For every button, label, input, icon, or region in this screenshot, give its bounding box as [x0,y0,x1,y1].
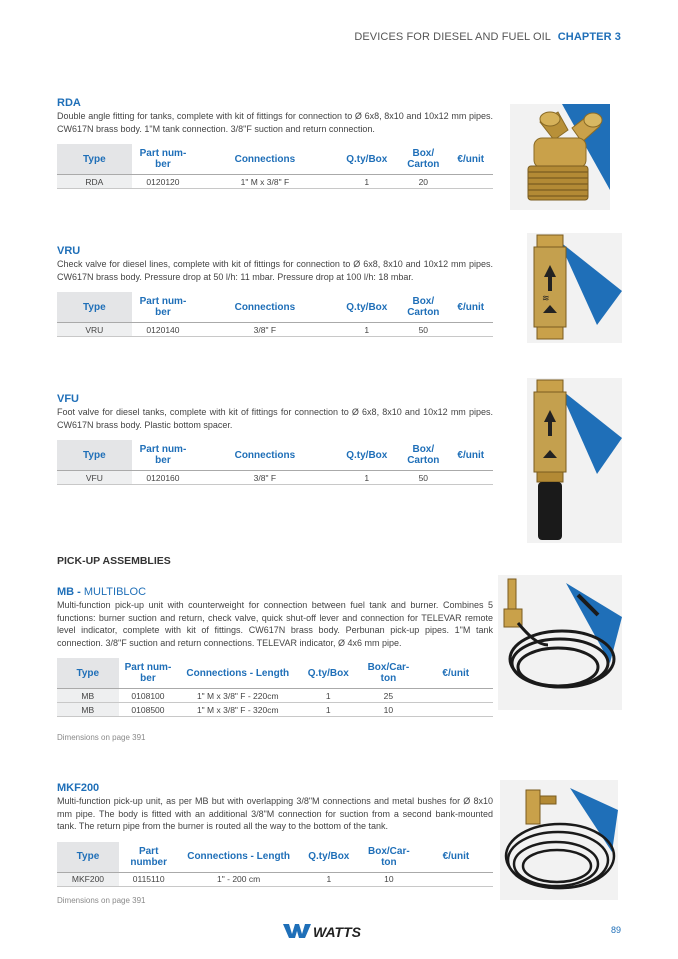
col-box-carton: Box/Car-ton [358,658,418,689]
col-box-carton: Box/ Carton [398,440,448,471]
table-row [57,175,493,189]
mkf200-dimensions-note: Dimensions on page 391 [57,896,146,905]
table-row [57,323,493,337]
blue-triangle [559,388,622,474]
cell-part: 0115110 [119,872,178,886]
rda-table [57,144,493,189]
cell-eur [419,689,494,703]
watts-mark-icon [283,924,311,938]
mb-product-image [498,575,622,710]
product-vfu [57,393,493,485]
col-type: Type [57,658,119,689]
cell-type: MB [57,689,119,703]
col-connections: Connections [194,292,335,323]
mb-title-code: MB - [57,586,81,598]
mb-dimensions-note: Dimensions on page 391 [57,733,146,742]
mkf200-product-image [500,780,618,900]
cell-qty: 1 [298,689,358,703]
col-part-number: Part num-ber [119,658,178,689]
col-qty-box: Q.ty/Box [336,440,399,471]
mb-title [57,586,493,598]
col-type: Type [57,292,132,323]
col-part-number: Part num-ber [132,292,195,323]
col-connections: Connections [194,440,335,471]
cell-qty: 1 [336,323,399,337]
cell-qty: 1 [336,175,399,189]
cell-qty: 1 [299,872,359,886]
blue-triangle [570,788,618,852]
mkf200-description: Multi-function pick-up unit, as per MB but with overlapping 3/8"M connections and metal bushes for Ø 8x10 mm pipe. The body is fitted with an additional 3/8"M connection for suction from a second bank-mounted tank. The return pipe from the burner is routed all the way to the bottom of the tank. [57,796,493,831]
col-qty-box: Q.ty/Box [299,842,359,873]
cell-eur [449,175,493,189]
col-part-number: Part num-ber [132,440,195,471]
col-eur-unit: €/unit [449,440,493,471]
header-section: DEVICES FOR DIESEL AND FUEL OIL [354,31,551,43]
mb-table [57,658,493,717]
cell-box: 20 [398,175,448,189]
col-eur-unit: €/unit [419,658,494,689]
rda-description: Double angle fitting for tanks, complete with kit of fittings for connection to Ø 6x8, 8x10 and 10x12 mm pipes. CW617N brass body. 1"M tank connection. 3/8"F suction and return connection. [57,111,493,134]
mkf200-title: MKF200 [57,782,100,794]
col-qty-box: Q.ty/Box [336,144,399,175]
col-eur-unit: €/unit [449,292,493,323]
page-number: 89 [610,925,621,935]
vfu-title: VFU [57,393,79,405]
watts-logo [283,922,369,945]
mb-title-name: MULTIBLOC [83,586,147,598]
cell-box: 50 [398,323,448,337]
section-title-pickup: PICK-UP ASSEMBLIES [57,555,171,567]
vfu-description: Foot valve for diesel tanks, complete with kit of fittings for connection to Ø 6x8, 8x10 and 10x12 mm pipes. CW617N brass body. Plastic bottom spacer. [57,407,493,430]
vru-table [57,292,493,337]
col-qty-box: Q.ty/Box [336,292,399,323]
cell-eur [449,471,493,485]
cell-box: 50 [398,471,448,485]
cell-connections: 1" - 200 cm [178,872,298,886]
product-mb [57,586,493,717]
cell-eur [419,872,493,886]
rda-product-image [510,104,610,210]
header-chapter: CHAPTER 3 [557,31,621,43]
table-row [57,471,493,485]
col-connections: Connections [194,144,335,175]
svg-text:≋: ≋ [542,294,550,304]
col-eur-unit: €/unit [419,842,493,873]
col-part-number: Part number [119,842,178,873]
cell-qty: 1 [336,471,399,485]
cell-type: MKF200 [57,872,119,886]
col-part-number: Part num-ber [132,144,195,175]
col-eur-unit: €/unit [449,144,493,175]
table-row [57,872,493,886]
col-type: Type [57,842,119,873]
cell-type: VRU [57,323,132,337]
cell-connections: 3/8" F [194,323,335,337]
cell-part: 0108100 [119,689,178,703]
mb-description: Multi-function pick-up unit with counterweight for connection between fuel tank and burner. Combines 5 functions: burner suction and return, check valve, quick shut-off lever and connection for TELEVAR remote level indicator, complete with kit of fittings. CW617N brass body. Perbunan pick-up pipes. 1"M tank connection. 3/8"F suction and return connections. TELEVAR indicator, Ø 4x6 mm pipe. [57,600,493,648]
rda-title: RDA [57,97,81,109]
cell-eur [419,703,494,717]
cell-eur [449,323,493,337]
cell-connections: 1" M x 3/8" F [194,175,335,189]
vfu-product-image [527,378,622,543]
cell-type: VFU [57,471,132,485]
product-mkf200 [57,782,493,887]
table-row [57,689,493,703]
product-rda [57,97,493,189]
table-row [57,703,493,717]
col-box-carton: Box/Car-ton [359,842,419,873]
vru-description: Check valve for diesel lines, complete with kit of fittings for connection to Ø 6x8, 8x10 and 10x12 mm pipes. CW617N brass body. Pressure drop at 50 l/h: 11 mbar. Pressure drop at 100 l/h: 18 mbar. [57,259,493,282]
cell-connections: 3/8" F [194,471,335,485]
vfu-table [57,440,493,485]
cell-qty: 1 [298,703,358,717]
cell-type: RDA [57,175,132,189]
cell-part: 0120140 [132,323,195,337]
mkf200-table [57,842,493,887]
watts-wordmark: WATTS [313,924,361,940]
col-box-carton: Box/ Carton [398,144,448,175]
cell-part: 0120120 [132,175,195,189]
vru-product-image [527,233,622,343]
cell-box: 10 [359,872,419,886]
cell-connections: 1" M x 3/8" F - 220cm [177,689,298,703]
product-vru [57,245,493,337]
col-qty-box: Q.ty/Box [298,658,358,689]
col-box-carton: Box/ Carton [398,292,448,323]
cell-type: MB [57,703,119,717]
cell-box: 25 [358,689,418,703]
cell-box: 10 [358,703,418,717]
blue-triangle [559,241,622,325]
vru-title: VRU [57,245,81,257]
cell-part: 0120160 [132,471,195,485]
page-header [354,31,621,43]
col-type: Type [57,144,132,175]
col-type: Type [57,440,132,471]
cell-part: 0108500 [119,703,178,717]
col-connections: Connections - Length [177,658,298,689]
cell-connections: 1" M x 3/8" F - 320cm [177,703,298,717]
col-connections: Connections - Length [178,842,298,873]
